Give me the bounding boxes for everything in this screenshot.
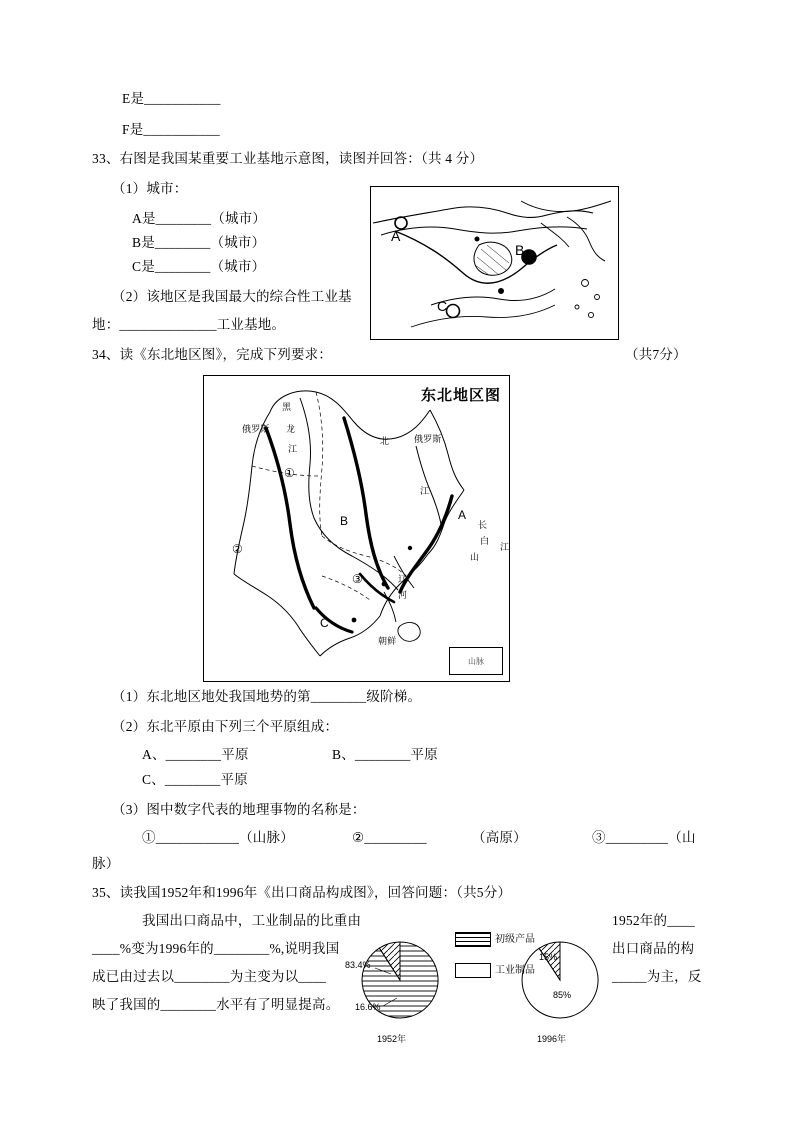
map34-label-jiang-2: 江 (420, 486, 430, 496)
question-33-city-c: C是________（城市） (132, 259, 266, 274)
map34-label-north: 北 (380, 436, 390, 446)
question-34-num1: ①____________（山脉） (142, 830, 294, 845)
map34-label-c: C (320, 616, 329, 630)
map34-label-russia-west: 俄罗斯 (242, 424, 270, 434)
export-charts-legend (455, 930, 535, 992)
map34-label-liao: 辽 (398, 574, 408, 584)
question-35-body-4: 映了我国的________水平有了明显提高。 (92, 997, 340, 1012)
map34-marker-2: ② (232, 542, 243, 556)
question-34-num2-note: （高原） (472, 830, 527, 845)
question-line-e: E是___________ (122, 91, 221, 106)
question-34-num2: ②_________ (352, 830, 427, 845)
map34-label-he: 河 (398, 590, 408, 600)
question-35-body-1: 我国出口商品中，工业制品的比重由 (142, 913, 362, 928)
map34-label-korea: 朝鲜 (378, 636, 397, 646)
question-33-stem: 33、右图是我国某重要工业基地示意图，读图并回答：（共 4 分） (92, 151, 484, 166)
pie-1996-title: 1996年 (537, 1034, 567, 1044)
question-34-num3-cont: 脉） (92, 856, 120, 871)
question-35-body-r1: 1952年的____ (612, 913, 695, 928)
map34-label-chang: 长 (478, 520, 488, 530)
question-33-item1: （1）城市： (112, 181, 188, 196)
pie-1952-primary-label: 83.4% (345, 960, 371, 970)
question-34-item2: （2）东北平原由下列三个平原组成： (112, 719, 339, 734)
question-34-plain-b: B、________平原 (332, 747, 438, 762)
legend-swatch-primary (455, 932, 491, 947)
industrial-base-map-figure (370, 186, 619, 340)
pie-1996-primary-label: 15% (539, 952, 558, 962)
map34-marker-1: ① (284, 466, 295, 480)
question-34-item3: （3）图中数字代表的地理事物的名称是： (112, 802, 366, 817)
map34-label-jiang: 江 (288, 444, 298, 454)
map34-label-jiang-3: 江 (500, 542, 510, 552)
legend-swatch-industrial (455, 963, 491, 978)
map34-legend: 山脉 (449, 647, 503, 675)
question-33-city-a: A是________（城市） (132, 211, 267, 226)
question-33-item2-b: 地：______________工业基地。 (92, 317, 286, 332)
map34-marker-3: ③ (352, 572, 363, 586)
question-35-body-2: ____%变为1996年的________%,说明我国 (92, 941, 340, 956)
question-34-item1: （1）东北地区地处我国地势的第________级阶梯。 (112, 689, 422, 704)
map34-label-bai: 白 (480, 536, 490, 546)
legend-item-primary (455, 930, 535, 947)
question-34-points: （共7分） (625, 347, 687, 362)
question-33-city-b: B是________（城市） (132, 235, 266, 250)
question-33-item2-a: （2）该地区是我国最大的综合性工业基 (112, 289, 352, 304)
question-35-body-r3: _____为主，反 (612, 969, 702, 984)
question-35-body-r2: 出口商品的构 (612, 941, 695, 956)
legend-item-industrial (455, 961, 535, 978)
map33-label-b: B (515, 242, 525, 258)
pie-1996-industrial-label: 85% (553, 990, 572, 1000)
question-34-plain-a: A、________平原 (142, 747, 249, 762)
legend-label-primary: 初级产品 (495, 934, 535, 945)
map34-label-russia-east: 俄罗斯 (414, 434, 442, 444)
pie-1952-title: 1952年 (377, 1034, 407, 1044)
map34-label-shan: 山 (470, 552, 480, 562)
map34-label-heilongjiang: 黑 (282, 402, 292, 412)
question-34-stem: 34、读《东北地区图》，完成下列要求： (92, 347, 333, 362)
map34-label-a: A (458, 508, 467, 522)
pie-1952-industrial-label: 16.6% (355, 1002, 381, 1012)
question-34-num3: ③_________（山 (592, 830, 696, 845)
map34-label-long: 龙 (286, 424, 296, 434)
map33-label-c: C (437, 298, 448, 314)
map34-label-b: B (340, 514, 349, 528)
question-line-f: F是___________ (122, 122, 220, 137)
map33-label-a: A (391, 228, 401, 244)
northeast-region-map-figure (203, 375, 510, 682)
industrial-base-map-svg (371, 187, 615, 336)
question-35-stem: 35、读我国1952年和1996年《出口商品构成图》，回答问题：（共5分） (92, 885, 512, 900)
question-35-body-3: 成已由过去以________为主变为以____ (92, 969, 327, 984)
map34-title: 东北地区图 (420, 387, 501, 404)
question-34-plain-c: C、________平原 (142, 772, 248, 787)
legend-label-industrial: 工业制品 (495, 965, 535, 977)
